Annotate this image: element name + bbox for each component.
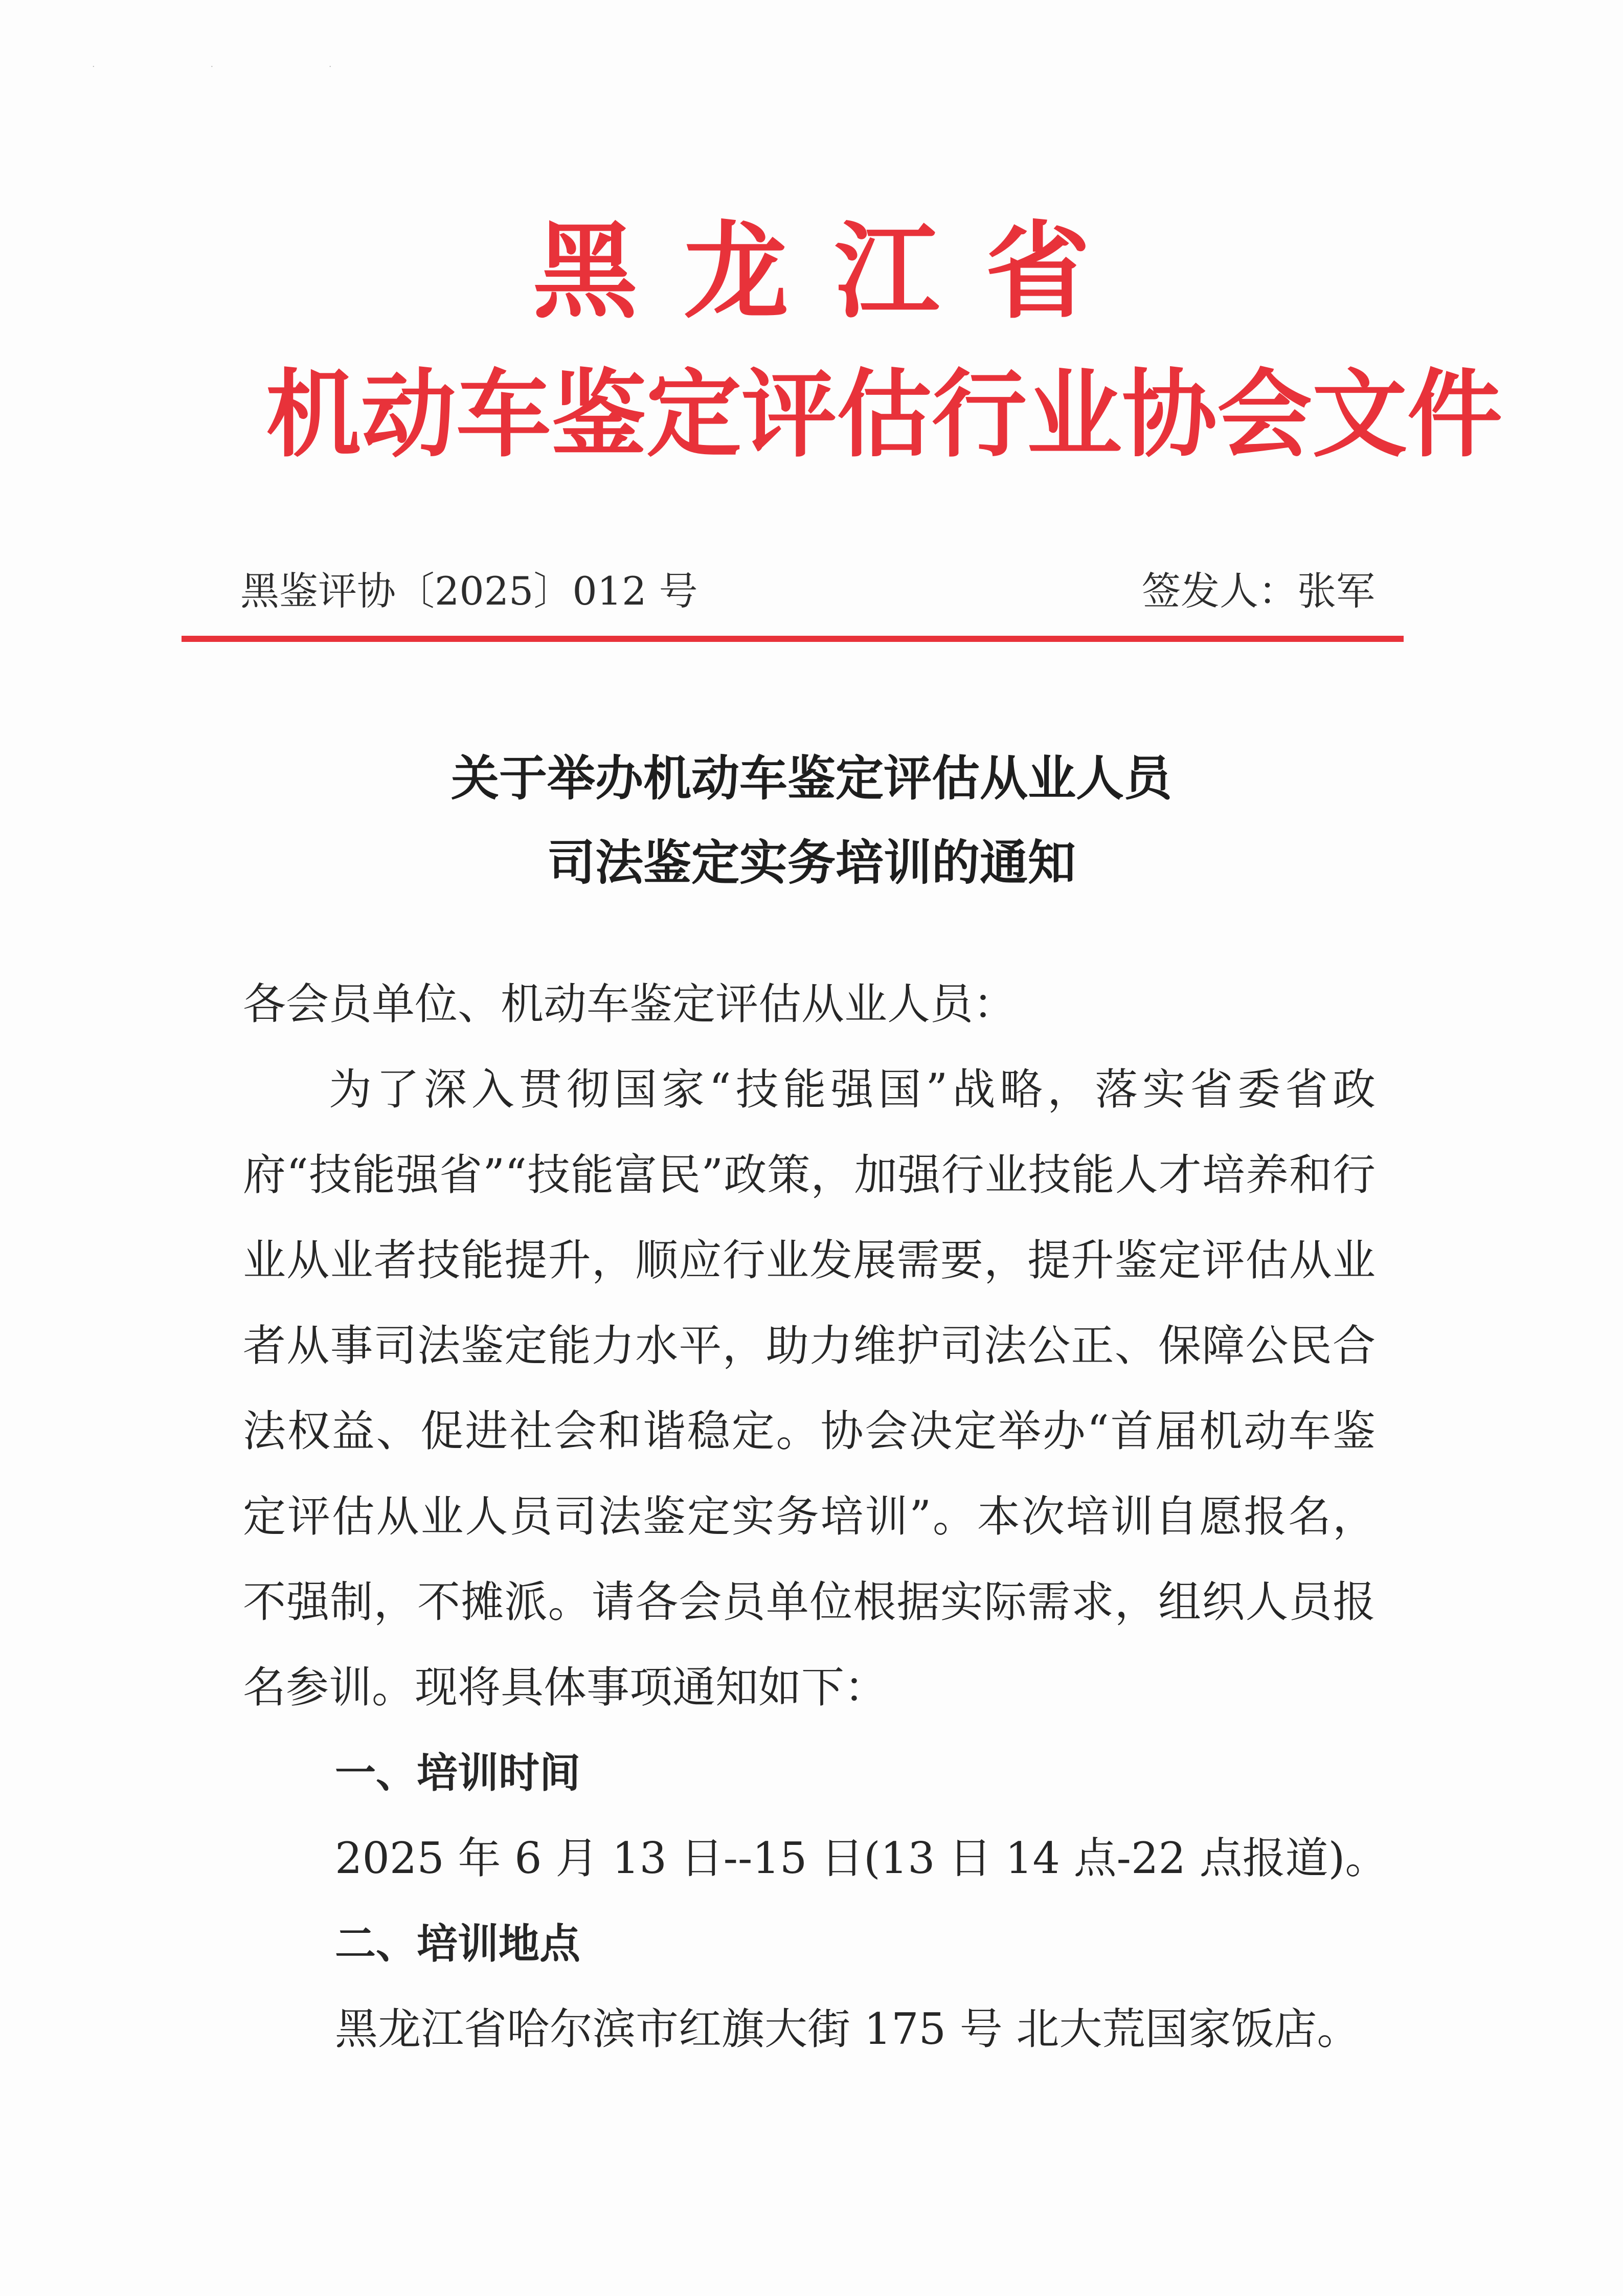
- signer: 签发人：张军: [1142, 568, 1375, 614]
- section-content-time: 2025 年 6 月 13 日--15 日(13 日 14 点-22 点报道)。: [335, 1833, 1388, 1883]
- title-line2: 司法鉴定实务培训的通知: [547, 834, 1076, 891]
- body-paragraph: 为了深入贯彻国家“技能强国”战略，落实省委省政府“技能强省”“技能富民”政策，加强行业技能人才培养和行业从业者技能提升，顺应行业发展需要，提升鉴定评估从业者从事司法鉴定能力水平，助力维护司法公正、保障公民合法权益、促进社会和谐稳定。协会决定举办“首届机动车鉴定评估从业人员司法鉴定实务培训”。本次培训自愿报名，不强制，不摊派。请各会员单位根据实际需求，组织人员报名参训。现将具体事项通知如下：: [243, 1064, 1376, 1712]
- section-heading-time: 一、培训时间: [335, 1749, 580, 1797]
- document-title: [0, 737, 1623, 905]
- document-number: 黑鉴评协〔2025〕012 号: [240, 568, 698, 614]
- salutation: 各会员单位、机动车鉴定评估从业人员：: [243, 979, 1017, 1029]
- org-name-line1: 黑龙江省: [533, 211, 1136, 333]
- org-name-line2: 机动车鉴定评估行业协会文件: [266, 359, 1503, 470]
- section-content-location: 黑龙江省哈尔滨市红旗大街 175 号 北大荒国家饭店。: [335, 2004, 1360, 2054]
- section-heading-location: 二、培训地点: [335, 1920, 580, 1968]
- title-line1: 关于举办机动车鉴定评估从业人员: [450, 750, 1172, 807]
- scan-specks: · · ·: [92, 61, 388, 72]
- document-body: [243, 962, 1388, 2072]
- red-divider-rule: [182, 636, 1404, 642]
